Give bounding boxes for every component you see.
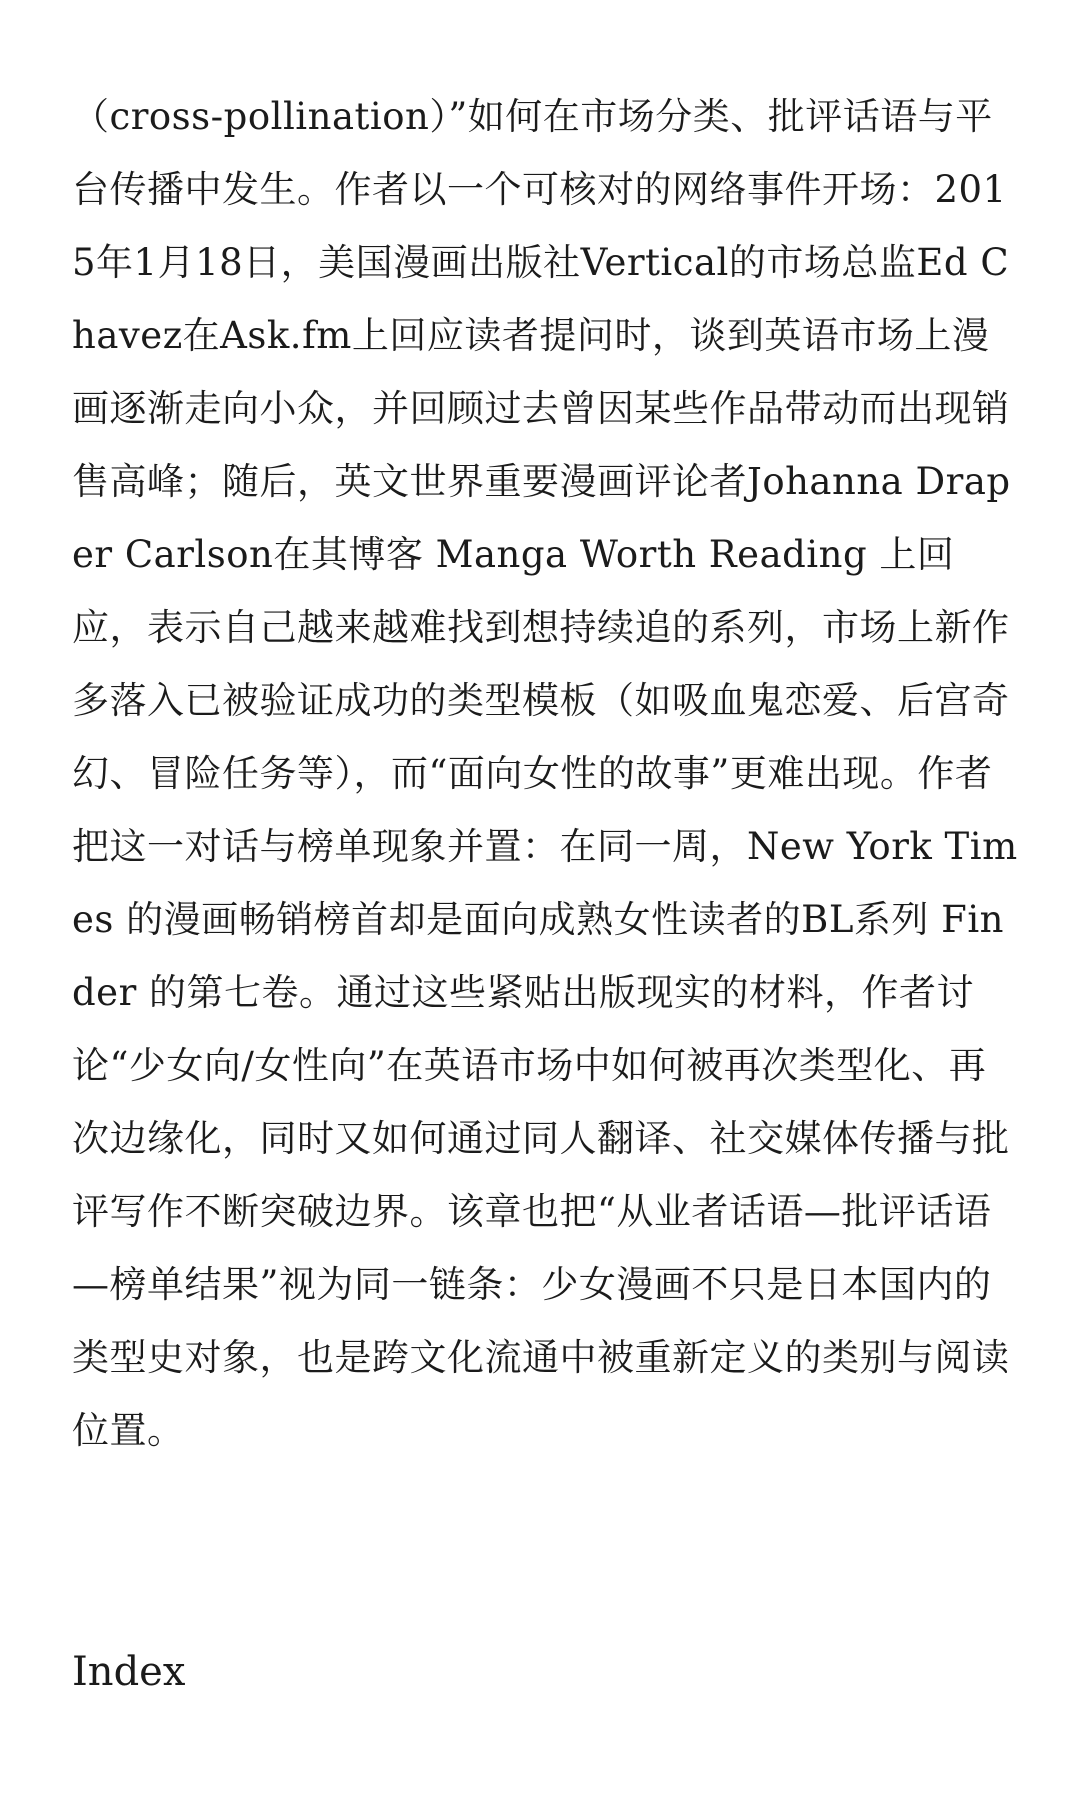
body-paragraph: （cross-pollination）”如何在市场分类、批评话语与平台传播中发生。作者以一个可核对的网络事件开场：2015年1月18日，美国漫画出版社Vertical的市场总监Ed Chavez在Ask.fm上回应读者提问时，谈到英语市场上漫画逐渐走向小众，并回顾过去曾因某些作品带动而出现销售高峰；随后，英文世界重要漫画评论者Johanna Draper Carlson在其博客 Manga Worth Reading 上回应，表示自己越来越难找到想持续追的系列，市场上新作多落入已被验证成功的类型模板（如吸血鬼恋爱、后宫奇幻、冒险任务等），而“面向女性的故事”更难出现。作者把这一对话与榜单现象并置：在同一周，New York Times 的漫画畅销榜首却是面向成熟女性读者的BL系列 Finder 的第七卷。通过这些紧贴出版现实的材料，作者讨论“少女向/女性向”在英语市场中如何被再次类型化、再次边缘化，同时又如何通过同人翻译、社交媒体传播与批评写作不断突破边界。该章也把“从业者话语—批评话语—榜单结果”视为同一链条：少女漫画不只是日本国内的类型史对象，也是跨文化流通中被重新定义的类别与阅读位置。 xyxy=(72,95,1018,1452)
index-heading: Index xyxy=(72,1649,186,1695)
